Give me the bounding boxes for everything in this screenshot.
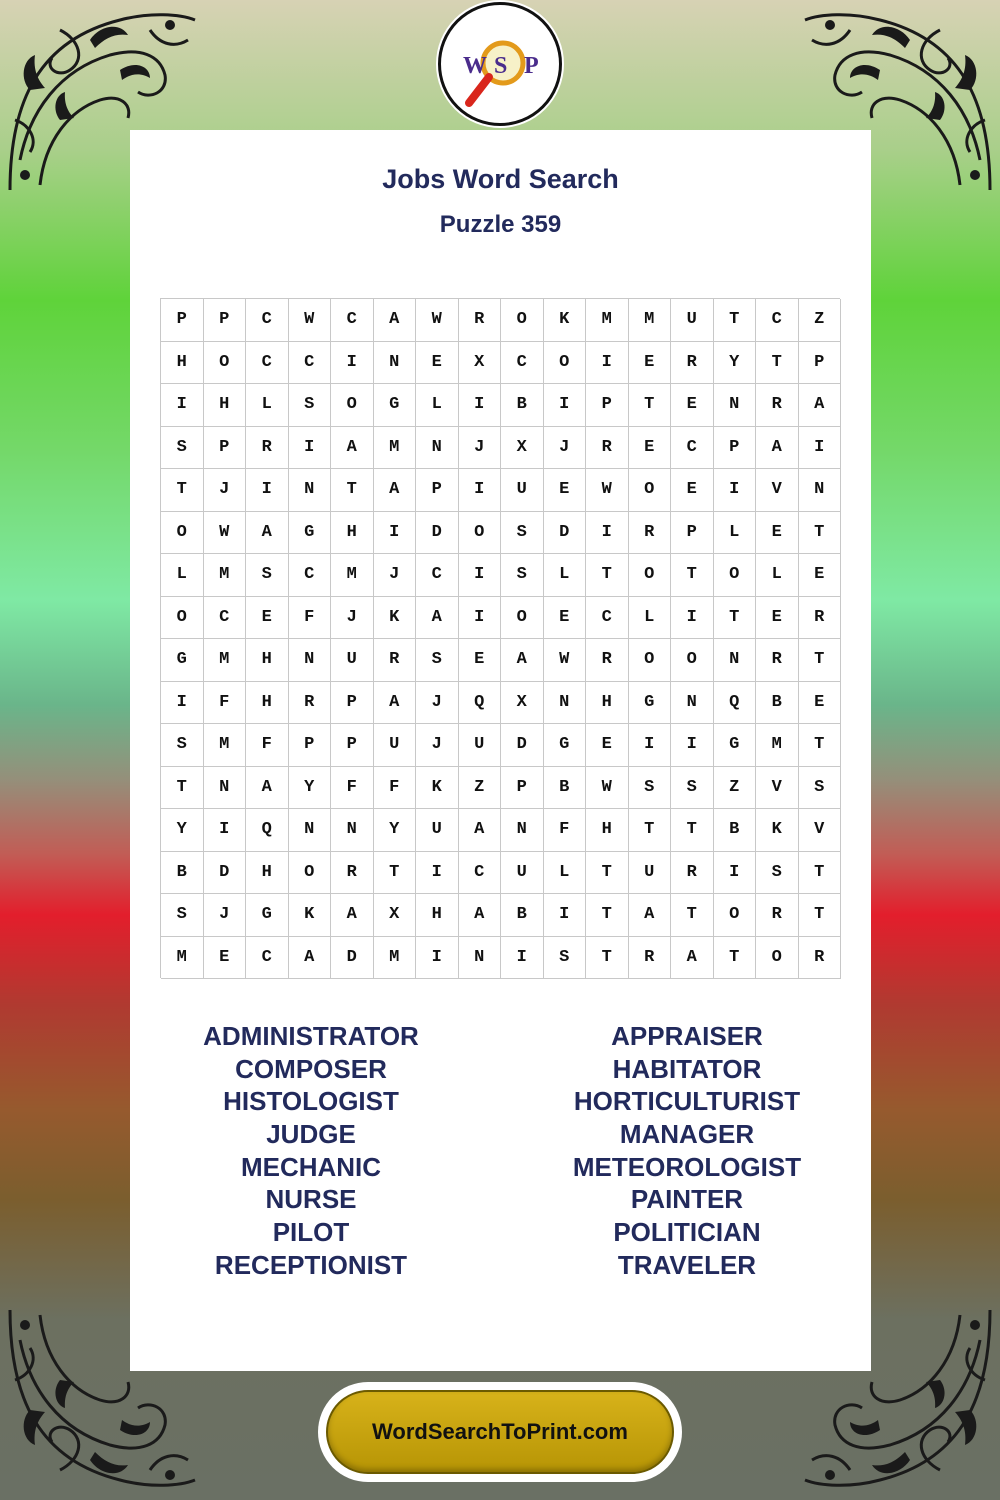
word-list-right [502, 1020, 872, 1282]
grid-cell[interactable]: I [246, 469, 289, 512]
grid-cell[interactable]: P [501, 767, 544, 810]
grid-cell[interactable]: N [289, 469, 332, 512]
grid-cell[interactable]: T [799, 512, 842, 555]
grid-cell[interactable]: X [501, 427, 544, 470]
grid-cell[interactable]: E [671, 469, 714, 512]
grid-cell[interactable]: Q [246, 809, 289, 852]
grid-cell[interactable]: T [161, 469, 204, 512]
grid-cell[interactable]: Y [161, 809, 204, 852]
logo-letter-w: W [463, 53, 487, 79]
grid-cell[interactable]: C [416, 554, 459, 597]
grid-cell[interactable]: B [544, 767, 587, 810]
word-item: TRAVELER [617, 1249, 757, 1280]
grid-cell[interactable]: I [544, 384, 587, 427]
grid-cell[interactable]: A [374, 299, 417, 342]
word-item: HISTOLOGIST [223, 1086, 399, 1117]
grid-cell[interactable]: E [629, 342, 672, 385]
grid-cell[interactable]: F [544, 809, 587, 852]
grid-cell[interactable]: V [799, 809, 842, 852]
word-item: METEOROLOGIST [572, 1151, 802, 1182]
grid-cell[interactable]: Q [714, 682, 757, 725]
grid-cell[interactable]: T [586, 852, 629, 895]
grid-cell[interactable]: W [204, 512, 247, 555]
grid-cell[interactable]: O [756, 937, 799, 980]
word-item: MANAGER [619, 1119, 755, 1150]
grid-cell[interactable]: A [246, 512, 289, 555]
grid-cell[interactable]: W [586, 767, 629, 810]
grid-cell[interactable]: T [799, 852, 842, 895]
grid-cell[interactable]: R [799, 597, 842, 640]
grid-cell[interactable]: R [629, 937, 672, 980]
grid-cell[interactable]: I [629, 724, 672, 767]
grid-cell[interactable]: T [629, 809, 672, 852]
grid-cell[interactable]: A [289, 937, 332, 980]
grid-cell[interactable]: I [501, 937, 544, 980]
grid-cell[interactable]: C [331, 299, 374, 342]
grid-cell[interactable]: P [204, 299, 247, 342]
grid-cell[interactable]: K [374, 597, 417, 640]
grid-cell[interactable]: E [459, 639, 502, 682]
grid-cell[interactable]: I [459, 469, 502, 512]
grid-cell[interactable]: T [714, 299, 757, 342]
grid-cell[interactable]: N [331, 809, 374, 852]
grid-cell[interactable]: J [544, 427, 587, 470]
grid-cell[interactable]: C [204, 597, 247, 640]
grid-cell[interactable]: F [331, 767, 374, 810]
grid-cell[interactable]: L [714, 512, 757, 555]
grid-cell[interactable]: Y [714, 342, 757, 385]
grid-cell[interactable]: L [544, 554, 587, 597]
grid-cell[interactable]: M [756, 724, 799, 767]
grid-cell[interactable]: P [204, 427, 247, 470]
grid-cell[interactable]: S [629, 767, 672, 810]
grid-cell[interactable]: U [374, 724, 417, 767]
grid-cell[interactable]: A [756, 427, 799, 470]
grid-cell[interactable]: E [756, 597, 799, 640]
grid-cell[interactable]: I [586, 342, 629, 385]
grid-cell[interactable]: A [629, 894, 672, 937]
grid-cell[interactable]: I [544, 894, 587, 937]
grid-cell[interactable]: R [671, 852, 714, 895]
grid-cell[interactable]: L [416, 384, 459, 427]
grid-cell[interactable]: N [289, 639, 332, 682]
grid-cell[interactable]: E [544, 469, 587, 512]
grid-cell[interactable]: O [714, 894, 757, 937]
grid-cell[interactable]: H [331, 512, 374, 555]
grid-cell[interactable]: T [586, 937, 629, 980]
puzzle-number: Puzzle 359 [439, 211, 562, 238]
grid-cell[interactable]: S [501, 554, 544, 597]
grid-cell[interactable]: Q [459, 682, 502, 725]
grid-cell[interactable]: C [289, 554, 332, 597]
grid-cell[interactable]: D [544, 512, 587, 555]
grid-cell[interactable]: W [586, 469, 629, 512]
grid-cell[interactable]: A [671, 937, 714, 980]
grid-cell[interactable]: A [246, 767, 289, 810]
grid-cell[interactable]: U [501, 852, 544, 895]
grid-cell[interactable]: O [714, 554, 757, 597]
grid-cell[interactable]: L [756, 554, 799, 597]
puzzle-panel [130, 130, 871, 1371]
grid-cell[interactable]: T [799, 724, 842, 767]
grid-cell[interactable]: L [629, 597, 672, 640]
grid-cell[interactable]: D [204, 852, 247, 895]
grid-cell[interactable]: M [374, 937, 417, 980]
grid-cell[interactable]: I [374, 512, 417, 555]
grid-cell[interactable]: R [459, 299, 502, 342]
grid-cell[interactable]: T [799, 894, 842, 937]
grid-cell[interactable]: U [331, 639, 374, 682]
grid-cell[interactable]: H [416, 894, 459, 937]
grid-cell[interactable]: S [246, 554, 289, 597]
grid-cell[interactable]: J [204, 469, 247, 512]
word-item: POLITICIAN [613, 1217, 761, 1248]
grid-cell[interactable]: I [416, 937, 459, 980]
grid-cell[interactable]: P [714, 427, 757, 470]
grid-cell[interactable]: C [586, 597, 629, 640]
grid-cell[interactable]: U [416, 809, 459, 852]
grid-cell[interactable]: K [756, 809, 799, 852]
word-item: COMPOSER [235, 1053, 387, 1084]
grid-cell[interactable]: C [246, 342, 289, 385]
grid-cell[interactable]: B [161, 852, 204, 895]
grid-cell[interactable]: O [671, 639, 714, 682]
grid-cell[interactable]: G [289, 512, 332, 555]
grid-cell[interactable]: H [246, 852, 289, 895]
grid-cell[interactable]: S [756, 852, 799, 895]
grid-cell[interactable]: R [374, 639, 417, 682]
grid-cell[interactable]: P [799, 342, 842, 385]
grid-cell[interactable]: G [161, 639, 204, 682]
grid-cell[interactable]: T [714, 937, 757, 980]
grid-cell[interactable]: Z [799, 299, 842, 342]
grid-cell[interactable]: S [416, 639, 459, 682]
grid-cell[interactable]: H [246, 682, 289, 725]
grid-cell[interactable]: J [416, 682, 459, 725]
grid-cell[interactable]: J [374, 554, 417, 597]
grid-cell[interactable]: I [161, 682, 204, 725]
grid-cell[interactable]: M [204, 724, 247, 767]
grid-cell[interactable]: O [459, 512, 502, 555]
wsp-logo[interactable] [438, 2, 562, 126]
grid-cell[interactable]: T [671, 554, 714, 597]
grid-cell[interactable]: S [161, 724, 204, 767]
word-item: HORTICULTURIST [573, 1086, 801, 1117]
grid-cell[interactable]: E [586, 724, 629, 767]
grid-cell[interactable]: W [416, 299, 459, 342]
grid-cell[interactable]: K [416, 767, 459, 810]
grid-cell[interactable]: M [204, 639, 247, 682]
grid-cell[interactable]: Z [459, 767, 502, 810]
grid-cell[interactable]: B [714, 809, 757, 852]
grid-cell[interactable]: T [586, 554, 629, 597]
grid-cell[interactable]: I [671, 597, 714, 640]
grid-cell[interactable]: W [289, 299, 332, 342]
grid-cell[interactable]: M [374, 427, 417, 470]
grid-cell[interactable]: N [374, 342, 417, 385]
grid-cell[interactable]: F [374, 767, 417, 810]
grid-cell[interactable]: R [756, 894, 799, 937]
grid-cell[interactable]: E [756, 512, 799, 555]
grid-cell[interactable]: O [289, 852, 332, 895]
grid-cell[interactable]: P [289, 724, 332, 767]
grid-cell[interactable]: I [416, 852, 459, 895]
grid-cell[interactable]: C [246, 299, 289, 342]
grid-cell[interactable]: A [331, 894, 374, 937]
grid-cell[interactable]: X [374, 894, 417, 937]
grid-cell[interactable]: V [756, 469, 799, 512]
word-item: HABITATOR [612, 1053, 762, 1084]
grid-cell[interactable]: A [331, 427, 374, 470]
grid-cell[interactable]: I [459, 597, 502, 640]
grid-cell[interactable]: R [586, 639, 629, 682]
grid-cell[interactable]: X [501, 682, 544, 725]
letter-grid[interactable] [160, 298, 840, 978]
grid-cell[interactable]: U [501, 469, 544, 512]
grid-cell[interactable]: N [204, 767, 247, 810]
grid-cell[interactable]: T [331, 469, 374, 512]
logo-letter-s: S [494, 53, 508, 79]
grid-cell[interactable]: I [459, 384, 502, 427]
grid-cell[interactable]: R [629, 512, 672, 555]
grid-cell[interactable]: S [161, 427, 204, 470]
grid-cell[interactable]: S [161, 894, 204, 937]
grid-cell[interactable]: O [161, 512, 204, 555]
grid-cell[interactable]: R [289, 682, 332, 725]
grid-cell[interactable]: M [629, 299, 672, 342]
grid-cell[interactable]: N [799, 469, 842, 512]
grid-cell[interactable]: P [671, 512, 714, 555]
grid-cell[interactable]: L [246, 384, 289, 427]
grid-cell[interactable]: M [204, 554, 247, 597]
grid-cell[interactable]: A [799, 384, 842, 427]
grid-cell[interactable]: J [416, 724, 459, 767]
grid-cell[interactable]: I [161, 384, 204, 427]
grid-cell[interactable]: R [756, 384, 799, 427]
grid-cell[interactable]: E [799, 682, 842, 725]
grid-cell[interactable]: C [671, 427, 714, 470]
grid-cell[interactable]: R [756, 639, 799, 682]
grid-cell[interactable]: T [586, 894, 629, 937]
grid-cell[interactable]: O [161, 597, 204, 640]
grid-cell[interactable]: T [799, 639, 842, 682]
grid-cell[interactable]: R [331, 852, 374, 895]
grid-cell[interactable]: M [161, 937, 204, 980]
grid-cell[interactable]: J [459, 427, 502, 470]
grid-cell[interactable]: C [246, 937, 289, 980]
grid-cell[interactable]: E [204, 937, 247, 980]
grid-cell[interactable]: F [204, 682, 247, 725]
grid-cell[interactable]: D [331, 937, 374, 980]
grid-cell[interactable]: I [459, 554, 502, 597]
word-item: RECEPTIONIST [214, 1249, 408, 1280]
grid-cell[interactable]: G [246, 894, 289, 937]
grid-cell[interactable]: I [204, 809, 247, 852]
grid-cell[interactable]: A [374, 682, 417, 725]
grid-cell[interactable]: F [289, 597, 332, 640]
grid-cell[interactable]: R [671, 342, 714, 385]
grid-cell[interactable]: H [161, 342, 204, 385]
grid-cell[interactable]: W [544, 639, 587, 682]
grid-cell[interactable]: F [246, 724, 289, 767]
word-item: MECHANIC [240, 1151, 382, 1182]
grid-cell[interactable]: E [671, 384, 714, 427]
grid-cell[interactable]: S [671, 767, 714, 810]
grid-cell[interactable]: L [544, 852, 587, 895]
grid-cell[interactable]: T [756, 342, 799, 385]
word-item: PILOT [272, 1217, 350, 1248]
grid-cell[interactable]: J [204, 894, 247, 937]
word-item: APPRAISER [611, 1021, 763, 1051]
grid-cell[interactable]: A [416, 597, 459, 640]
grid-cell[interactable]: C [756, 299, 799, 342]
grid-cell[interactable]: A [501, 639, 544, 682]
grid-cell[interactable]: R [799, 937, 842, 980]
grid-cell[interactable]: R [586, 427, 629, 470]
grid-cell[interactable]: K [289, 894, 332, 937]
grid-cell[interactable]: O [501, 597, 544, 640]
grid-cell[interactable]: R [246, 427, 289, 470]
grid-cell[interactable]: U [629, 852, 672, 895]
grid-cell[interactable]: N [714, 639, 757, 682]
grid-cell[interactable]: B [756, 682, 799, 725]
grid-cell[interactable]: I [714, 852, 757, 895]
grid-cell[interactable]: H [586, 682, 629, 725]
grid-cell[interactable]: H [586, 809, 629, 852]
grid-cell[interactable]: U [459, 724, 502, 767]
grid-cell[interactable]: O [629, 639, 672, 682]
grid-cell[interactable]: C [289, 342, 332, 385]
grid-cell[interactable]: I [586, 512, 629, 555]
grid-cell[interactable]: M [331, 554, 374, 597]
grid-cell[interactable]: P [586, 384, 629, 427]
grid-cell[interactable]: O [629, 554, 672, 597]
grid-cell[interactable]: T [629, 384, 672, 427]
grid-cell[interactable]: D [501, 724, 544, 767]
grid-cell[interactable]: T [671, 894, 714, 937]
grid-cell[interactable]: Z [714, 767, 757, 810]
grid-cell[interactable]: G [374, 384, 417, 427]
grid-cell[interactable]: S [799, 767, 842, 810]
grid-cell[interactable]: L [161, 554, 204, 597]
grid-cell[interactable]: E [629, 427, 672, 470]
grid-cell[interactable]: N [501, 809, 544, 852]
grid-cell[interactable]: E [416, 342, 459, 385]
grid-cell[interactable]: T [671, 809, 714, 852]
grid-cell[interactable]: I [671, 724, 714, 767]
grid-cell[interactable]: H [246, 639, 289, 682]
grid-cell[interactable]: P [331, 724, 374, 767]
grid-cell[interactable]: O [629, 469, 672, 512]
grid-cell[interactable]: S [501, 512, 544, 555]
grid-cell[interactable]: J [331, 597, 374, 640]
magnifier-logo-icon [441, 5, 559, 123]
grid-cell[interactable]: M [586, 299, 629, 342]
grid-cell[interactable]: S [544, 937, 587, 980]
grid-cell[interactable]: O [204, 342, 247, 385]
logo-letter-p: P [524, 53, 539, 79]
word-item: NURSE [265, 1184, 357, 1215]
grid-cell[interactable]: V [756, 767, 799, 810]
grid-cell[interactable]: P [331, 682, 374, 725]
grid-cell[interactable]: U [671, 299, 714, 342]
grid-cell[interactable]: P [416, 469, 459, 512]
site-link[interactable]: WordSearchToPrint.com [326, 1390, 674, 1474]
grid-cell[interactable]: A [459, 894, 502, 937]
grid-cell[interactable]: I [331, 342, 374, 385]
grid-cell[interactable]: T [714, 597, 757, 640]
grid-cell[interactable]: G [714, 724, 757, 767]
word-list-left [126, 1020, 496, 1282]
grid-cell[interactable]: Y [374, 809, 417, 852]
grid-cell[interactable]: I [289, 427, 332, 470]
grid-cell[interactable]: K [544, 299, 587, 342]
grid-cell[interactable]: T [161, 767, 204, 810]
grid-cell[interactable]: A [459, 809, 502, 852]
grid-cell[interactable]: N [544, 682, 587, 725]
grid-cell[interactable]: C [501, 342, 544, 385]
grid-cell[interactable]: E [799, 554, 842, 597]
grid-cell[interactable]: H [204, 384, 247, 427]
grid-cell[interactable]: B [501, 894, 544, 937]
grid-cell[interactable]: S [289, 384, 332, 427]
grid-cell[interactable]: N [714, 384, 757, 427]
grid-cell[interactable]: T [374, 852, 417, 895]
grid-cell[interactable]: B [501, 384, 544, 427]
grid-cell[interactable]: I [714, 469, 757, 512]
grid-cell[interactable]: P [161, 299, 204, 342]
grid-cell[interactable]: E [246, 597, 289, 640]
word-item: ADMINISTRATOR [203, 1021, 419, 1051]
page-title: Jobs Word Search [382, 164, 619, 194]
grid-cell[interactable]: I [799, 427, 842, 470]
grid-cell[interactable]: D [416, 512, 459, 555]
grid-cell[interactable]: N [459, 937, 502, 980]
grid-cell[interactable]: Y [289, 767, 332, 810]
grid-cell[interactable]: G [629, 682, 672, 725]
grid-cell[interactable]: E [544, 597, 587, 640]
grid-cell[interactable]: N [416, 427, 459, 470]
grid-cell[interactable]: O [331, 384, 374, 427]
grid-cell[interactable]: X [459, 342, 502, 385]
grid-cell[interactable]: N [289, 809, 332, 852]
grid-cell[interactable]: A [374, 469, 417, 512]
grid-cell[interactable]: G [544, 724, 587, 767]
grid-cell[interactable]: O [501, 299, 544, 342]
word-item: JUDGE [266, 1119, 356, 1150]
grid-cell[interactable]: C [459, 852, 502, 895]
grid-cell[interactable]: O [544, 342, 587, 385]
word-item: PAINTER [630, 1184, 744, 1215]
site-banner[interactable] [318, 1382, 682, 1482]
grid-cell[interactable]: N [671, 682, 714, 725]
